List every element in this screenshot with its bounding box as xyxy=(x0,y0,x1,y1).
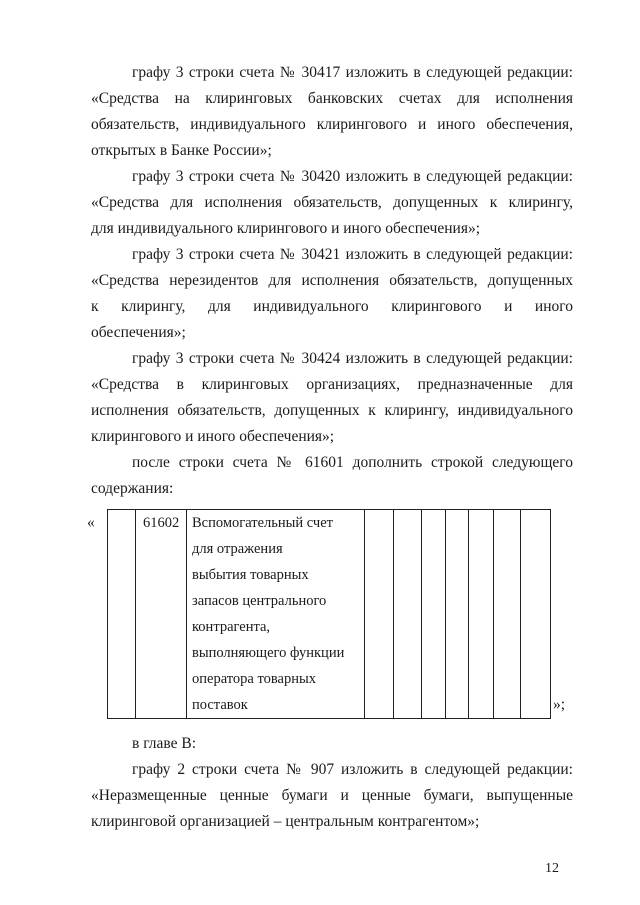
account-description-line: выполняющего функции xyxy=(192,645,345,661)
table-divider xyxy=(421,510,422,718)
para-3-line-1: графу 3 строки счета № 30421 изложить в следующей редакции: xyxy=(132,246,573,263)
table-close-quote: »; xyxy=(553,696,566,713)
account-description-line: оператора товарных xyxy=(192,671,316,687)
table-divider xyxy=(520,510,521,718)
para-6-line-2: «Неразмещенные ценные бумаги и ценные бумаги, выпущенные xyxy=(91,787,573,804)
para-3-line-4: обеспечения»; xyxy=(91,324,186,341)
para-3-line-2: «Средства нерезидентов для исполнения обязательств, допущенных xyxy=(91,272,573,289)
para-2-line-3: для индивидуального клирингового и иного обеспечения»; xyxy=(91,220,481,237)
table-divider xyxy=(493,510,494,718)
para-2-line-1: графу 3 строки счета № 30420 изложить в следующей редакции: xyxy=(132,168,573,185)
para-1-line-1: графу 3 строки счета № 30417 изложить в следующей редакции: xyxy=(132,64,573,81)
page-number: 12 xyxy=(545,861,559,876)
chapter-b-heading: в главе В: xyxy=(132,735,197,752)
para-2-line-2: «Средства для исполнения обязательств, допущенных к клирингу, xyxy=(91,194,573,211)
table-divider xyxy=(135,510,136,718)
account-description-line: для отражения xyxy=(192,541,283,557)
para-1-line-3: обязательств, индивидуального клирингового и иного обеспечения, xyxy=(91,116,573,133)
para-4-line-4: клирингового и иного обеспечения»; xyxy=(91,428,335,445)
para-5-line-1: после строки счета № 61601 дополнить строкой следующего xyxy=(132,454,573,471)
account-description-line: запасов центрального xyxy=(192,593,327,609)
table-open-quote: « xyxy=(87,514,95,531)
para-4-line-2: «Средства в клиринговых организациях, предназначенные для xyxy=(91,376,573,393)
account-description-line: поставок xyxy=(192,697,248,713)
table-divider xyxy=(393,510,394,718)
para-4-line-3: исполнения обязательств, допущенных к клирингу, индивидуального xyxy=(91,402,573,419)
para-5-line-2: содержания: xyxy=(91,480,174,497)
account-description-line: Вспомогательный счет xyxy=(192,515,333,531)
para-6-line-3: клиринговой организацией – центральным контрагентом»; xyxy=(91,813,480,830)
table-divider xyxy=(186,510,187,718)
para-3-line-3: к клирингу, для индивидуального клирингового и иного xyxy=(91,298,573,315)
account-table xyxy=(107,509,551,719)
para-6-line-1: графу 2 строки счета № 907 изложить в следующей редакции: xyxy=(132,761,573,778)
table-divider xyxy=(468,510,469,718)
account-number: 61602 xyxy=(143,515,180,531)
para-4-line-1: графу 3 строки счета № 30424 изложить в следующей редакции: xyxy=(132,350,573,367)
account-description-line: контрагента, xyxy=(192,619,271,635)
para-1-line-2: «Средства на клиринговых банковских счетах для исполнения xyxy=(91,90,573,107)
table-divider xyxy=(364,510,365,718)
para-1-line-4: открытых в Банке России»; xyxy=(91,142,272,159)
table-divider xyxy=(445,510,446,718)
account-description-line: выбытия товарных xyxy=(192,567,309,583)
